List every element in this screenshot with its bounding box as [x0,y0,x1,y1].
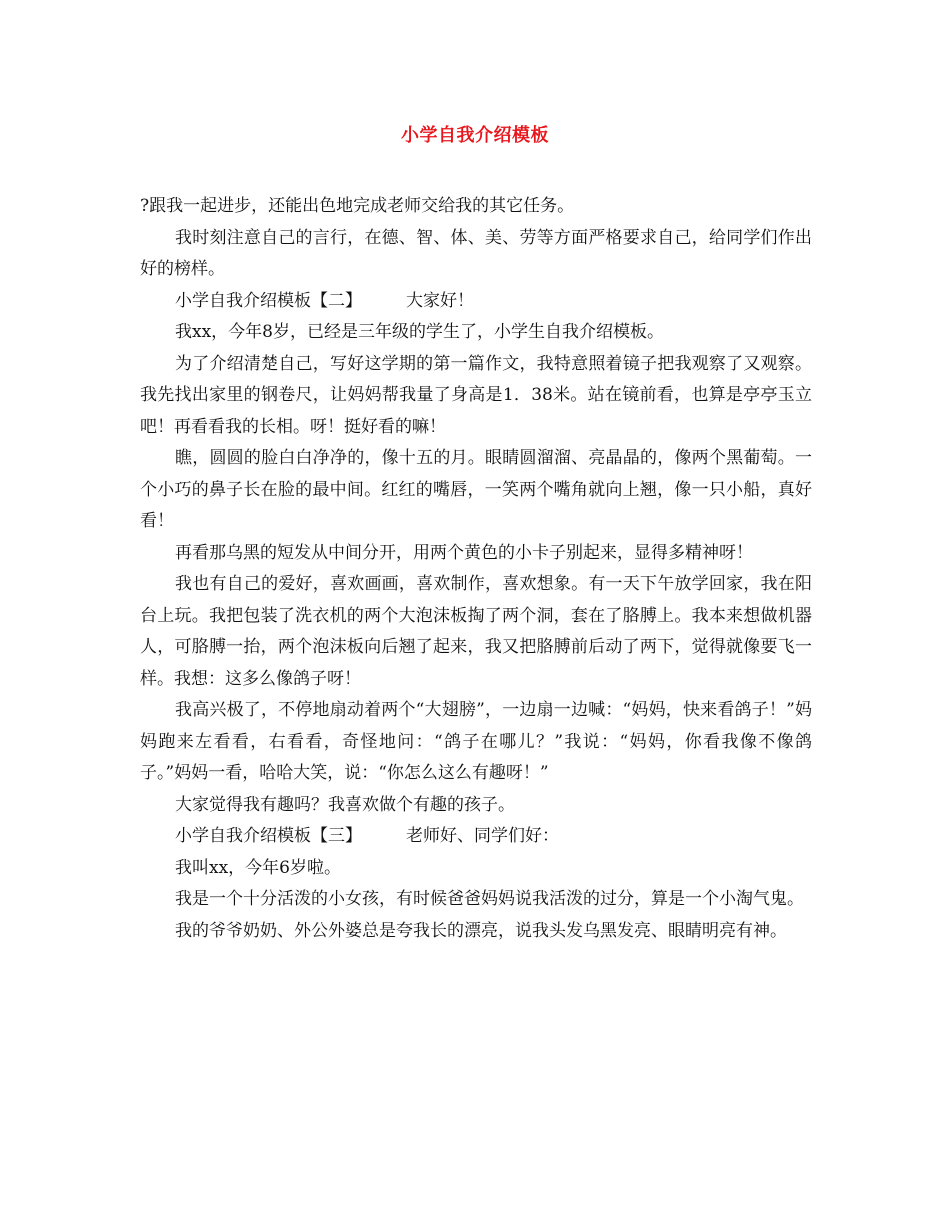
paragraph: 我xx，今年8岁，已经是三年级的学生了，小学生自我介绍模板。 [175,322,664,342]
paragraph: ?跟我一起进步，还能出色地完成老师交给我的其它任务。 [140,196,575,216]
paragraph: 我叫xx，今年6岁啦。 [175,857,341,878]
document-title: 小学自我介绍模板 [401,125,549,146]
section-greeting: 老师好、同学们好： [406,826,559,846]
section-title: 小学自我介绍模板【二】 [175,290,362,311]
paragraph: 我也有自己的爱好，喜欢画画，喜欢制作，喜欢想象。有一天下午放学回家，我在阳台上玩。我把包装了洗衣机的两个大泡沫板掏了两个洞，套在了胳膊上。我本来想做机器人，可胳膊一抬，两个泡沫板向后翘了起来，我又把胳膊前后动了两下，觉得就像要飞一样。我想：这多么像鸽子呀！ [140,574,812,689]
document-body [140,191,812,947]
paragraph: 我时刻注意自己的言行，在德、智、体、美、劳等方面严格要求自己，给同学们作出好的榜样。 [140,227,812,279]
paragraph: 大家觉得我有趣吗？我喜欢做个有趣的孩子。 [175,794,515,815]
paragraph: 为了介绍清楚自己，写好这学期的第一篇作文，我特意照着镜子把我观察了又观察。我先找出家里的钢卷尺，让妈妈帮我量了身高是1．38米。站在镜前看，也算是亭亭玉立吧！再看看我的长相。呀！挺好看的嘛！ [140,353,812,437]
section-heading-2 [140,286,812,318]
section-heading-3 [140,821,812,853]
paragraph: 我是一个十分活泼的小女孩，有时候爸爸妈妈说我活泼的过分，算是一个小淘气鬼。 [175,889,804,909]
section-title: 小学自我介绍模板【三】 [175,826,362,846]
paragraph: 再看那乌黑的短发从中间分开，用两个黄色的小卡子别起来，显得多精神呀！ [175,542,753,563]
paragraph: 我的爷爷奶奶、外公外婆总是夸我长的漂亮，说我头发乌黑发亮、眼睛明亮有神。 [175,920,787,941]
paragraph: 瞧，圆圆的脸白白净净的，像十五的月。眼睛圆溜溜、亮晶晶的，像两个黑葡萄。一个小巧的鼻子长在脸的最中间。红红的嘴唇，一笑两个嘴角就向上翘，像一只小船，真好看！ [140,448,812,531]
section-greeting: 大家好！ [406,290,474,311]
paragraph: 我高兴极了，不停地扇动着两个“大翅膀”，一边扇一边喊：“妈妈，快来看鸽子！”妈妈跑来左看看，右看看，奇怪地问：“鸽子在哪儿？”我说：“妈妈，你看我像不像鸽子。”妈妈一看，哈哈大笑，说：“你怎么这么有趣呀！” [140,700,812,783]
